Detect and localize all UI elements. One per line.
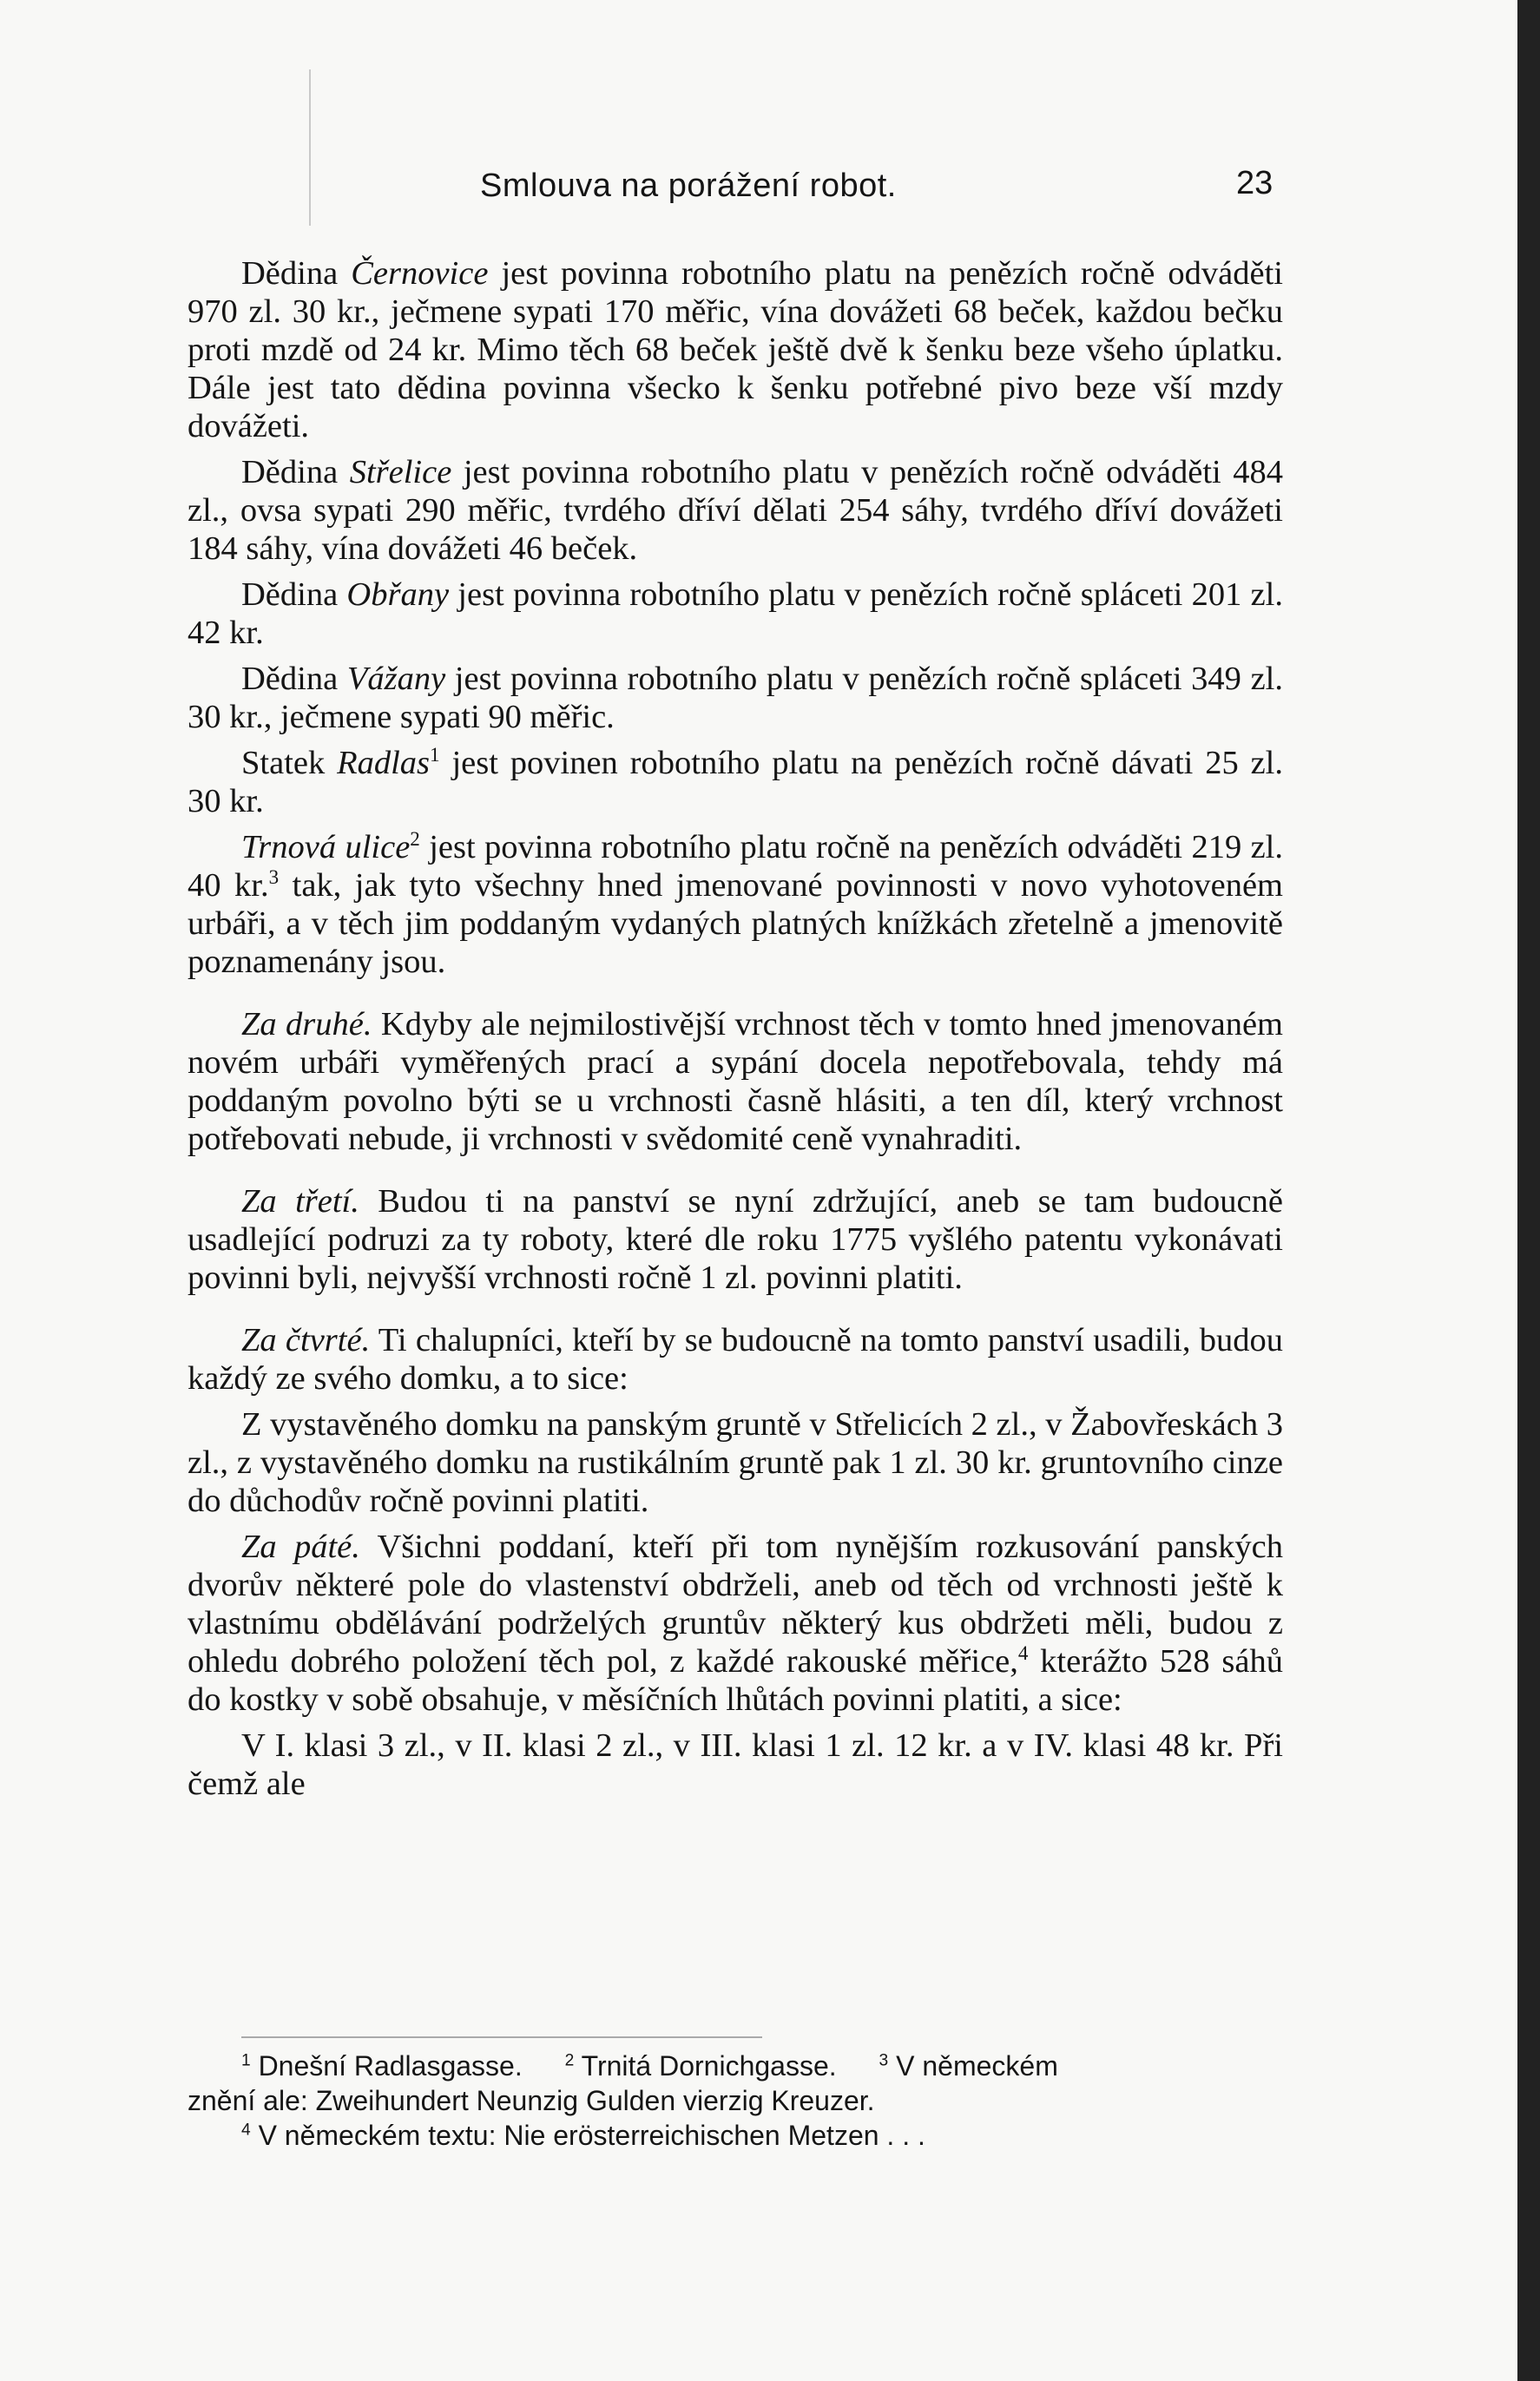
footnote-2: Trnitá Dornichgasse. — [581, 2050, 837, 2082]
footnote-mark: 4 — [241, 2121, 251, 2140]
binding-mark — [309, 69, 311, 226]
footnotes — [188, 2049, 1283, 2153]
paragraph-za-druhe — [188, 1005, 1283, 1158]
paragraph-text: jest povinna robotního platu ročně na penězích odváděti 219 zl. 40 kr. — [188, 829, 1283, 904]
footnote-ref: 4 — [1017, 1641, 1029, 1665]
paragraph-domky — [188, 1405, 1283, 1520]
paragraph-radlas — [188, 744, 1283, 820]
paragraph-lead: Statek — [241, 745, 338, 781]
village-name: Střelice — [349, 454, 452, 490]
paragraph-lead: Dědina — [241, 454, 350, 490]
footnote-3-start: V německém — [896, 2050, 1058, 2082]
paragraph-text: Všichni poddaní, kteří při tom nynějším rozkusování panských dvorův některé pole do vlastenství obdrželi, aneb od těch od vrchnosti ještě k vlastnímu obdělávání podrželých gruntův některý kus obdržeti měli, budou z ohledu dobrého položení těch pol, z každé rakouské měřice, — [188, 1529, 1283, 1680]
page-number: 23 — [1236, 165, 1273, 201]
paragraph-lead: Dědina — [241, 576, 347, 613]
paragraph-text: Budou ti na panství se nyní zdržující, aneb se tam budoucně usadlející podruzi za ty roboty, které dle roku 1775 vyšlého patentu vykonávati povinni byli, nejvyšší vrchnosti ročně 1 zl. povinni platiti. — [188, 1183, 1283, 1296]
section-label: Za páté. — [241, 1529, 360, 1565]
paragraph-lead: Dědina — [241, 661, 347, 697]
footnote-mark: 1 — [241, 2051, 251, 2070]
footnote-ref: 2 — [410, 827, 420, 851]
estate-name: Radlas — [337, 745, 431, 781]
paragraph-text: Z vystavěného domku na panským gruntě v Střelicích 2 zl., v Žabovřeskách 3 zl., z vystavěného domku na rustikálním gruntě pak 1 zl. 30 kr. gruntovního cinze do důchodův ročně povinni platiti. — [188, 1406, 1283, 1519]
footnote-mark: 2 — [564, 2051, 575, 2070]
village-name: Černovice — [351, 255, 489, 292]
footnote-group-4 — [188, 2118, 1283, 2153]
paragraph-trnova — [188, 828, 1283, 981]
paragraph-za-ctvrte — [188, 1321, 1283, 1398]
paragraph-lead: Dědina — [241, 255, 352, 292]
paragraph-text: Kdyby ale nejmilostivější vrchnost těch v tomto hned jmenovaném novém urbáři vyměřených prací a sypání docela nepotřebovala, tehdy má poddaným povolno býti se u vrchnosti časně hlásiti, a ten díl, který vrchnost potřebovati nebude, ji vrchnosti v svědomité ceně vynahraditi. — [188, 1006, 1283, 1157]
footnote-4: V německém textu: Nie erösterreichischen Metzen . . . — [258, 2120, 925, 2151]
paragraph-cernovice — [188, 254, 1283, 445]
paragraph-text: kterážto 528 sáhů do kostky v sobě obsahuje, v měsíčních lhůtách povinni platiti, a sice: — [188, 1643, 1283, 1718]
paragraph-za-pate — [188, 1528, 1283, 1719]
footnote-mark: 3 — [879, 2051, 889, 2070]
section-label: Za třetí. — [241, 1183, 359, 1220]
footnote-group-1-3 — [188, 2049, 1283, 2118]
body-text — [188, 254, 1283, 1811]
footnote-ref: 3 — [268, 865, 280, 889]
paragraph-text: jest povinna robotního platu v penězích ročně spláceti 349 zl. 30 kr., ječmene sypati 90 měřic. — [188, 661, 1283, 735]
footnote-1: Dnešní Radlasgasse. — [258, 2050, 523, 2082]
village-name: Vážany — [346, 661, 446, 697]
street-name: Trnová ulice — [241, 829, 411, 865]
scan-edge — [1517, 0, 1540, 2381]
paragraph-text: jest povinna robotního platu v penězích ročně odváděti 484 zl., ovsa sypati 290 měřic, tvrdého dříví dělati 254 sáhy, tvrdého dříví dovážeti 184 sáhy, vína dovážeti 46 beček. — [188, 454, 1283, 567]
paragraph-vazany — [188, 660, 1283, 736]
paragraph-za-treti — [188, 1182, 1283, 1297]
section-label: Za druhé. — [241, 1006, 372, 1043]
paragraph-text: jest povinna robotního platu v penězích ročně spláceti 201 zl. 42 kr. — [188, 576, 1283, 651]
footnote-divider — [241, 2036, 762, 2038]
village-name: Obřany — [346, 576, 450, 613]
paragraph-obrany — [188, 576, 1283, 652]
footnote-ref: 1 — [430, 743, 440, 766]
footnote-3-end: znění ale: Zweihundert Neunzig Gulden vierzig Kreuzer. — [188, 2085, 875, 2116]
paragraph-klasy — [188, 1727, 1283, 1803]
paragraph-text: jest povinna robotního platu na penězích ročně odváděti 970 zl. 30 kr., ječmene sypati 170 měřic, vína dovážeti 68 beček, každou bečku proti mzdě od 24 kr. Mimo těch 68 beček ještě dvě k šenku beze všeho úplatku. Dále jest tato dědina povinna všecko k šenku potřebné pivo beze vší mzdy dovážeti. — [188, 255, 1283, 444]
paragraph-text: V I. klasi 3 zl., v II. klasi 2 zl., v III. klasi 1 zl. 12 kr. a v IV. klasi 48 kr. Při čemž ale — [188, 1727, 1283, 1802]
paragraph-text: jest povinen robotního platu na penězích ročně dávati 25 zl. 30 kr. — [188, 745, 1283, 819]
running-title: Smlouva na porážení robot. — [480, 168, 897, 204]
paragraph-text: tak, jak tyto všechny hned jmenované povinnosti v novo vyhotoveném urbáři, a v těch jim poddaným vydaných platných knížkách zřetelně a jmenovitě poznamenány jsou. — [188, 867, 1283, 980]
paragraph-strelice — [188, 453, 1283, 568]
section-label: Za čtvrté. — [241, 1322, 371, 1358]
paragraph-text: Ti chalupníci, kteří by se budoucně na tomto panství usadili, budou každý ze svého domku, a to sice: — [188, 1322, 1283, 1397]
